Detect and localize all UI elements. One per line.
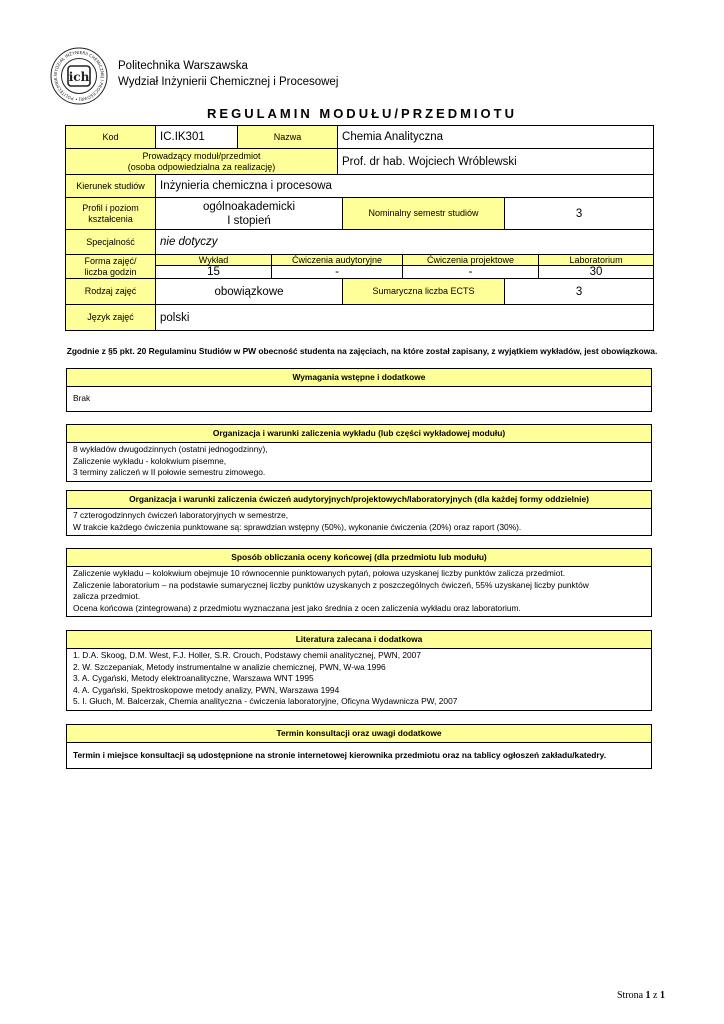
forma-label-line-2: liczba godzin [84,266,137,277]
logo-ring-text: WYDZIAŁ INŻYNIERII CHEMICZNEJ I PROCESOWEJ • POLITECHNIK [52,49,106,103]
page-number [617,990,665,1001]
literature-item: 2. W. Szczepaniak, Metody instrumentalne w analizie chemicznej, PWN, W-wa 1996 [73,661,386,672]
ects-label: Sumaryczna liczba ECTS [343,279,505,305]
profil-label [66,198,156,230]
page-header [50,47,690,107]
section-ocena [66,548,652,617]
profil-value-line-2: I stopień [227,214,271,227]
section-literatura [66,630,652,711]
prowadzacy-label-line-2: (osoba odpowiedzialna za realizację) [127,161,276,172]
profil-label-line-1: Profil i poziom [82,202,139,213]
section-line: Termin i miejsce konsultacji są udostępnione na stronie internetowej kierownika przedmiotu oraz na tablicy ogłoszeń zakładu/katedry. [73,750,607,760]
prowadzacy-label [66,149,338,175]
section-wymagania [66,368,652,412]
section-konsultacje-body [67,743,651,768]
page-separator: z [653,990,658,1001]
ects-value: 3 [505,279,654,305]
literature-item: 1. D.A. Skoog, D.M. West, F.J. Holler, S.R. Crouch, Podstawy chemii analitycznej, PWN, 2007 [73,650,421,660]
jezyk-label: Język zajęć [66,305,156,331]
section-literatura-title: Literatura zalecana i dodatkowa [67,631,651,649]
kod-value: IC.IK301 [156,126,238,149]
specjalnosc-label: Specjalność [66,230,156,255]
kierunek-value: Inżynieria chemiczna i procesowa [156,175,654,198]
page-current: 1 [645,990,651,1001]
forma-laboratorium-hours: 30 [539,266,654,279]
section-cwiczenia [66,490,652,536]
section-line: Ocena końcowa (zintegrowana) z przedmiotu wyznaczana jest jako średnia z ocen zaliczenia wykładu oraz laboratorium. [73,602,521,613]
section-konsultacje-title: Termin konsultacji oraz uwagi dodatkowe [67,725,651,743]
faculty-logo-icon [50,47,108,105]
section-wymagania-title: Wymagania wstępne i dodatkowe [67,369,651,387]
logo-text: ich [68,70,90,84]
profil-value-line-1: ogólnoakademicki [202,200,296,213]
forma-cwiczenia-projektowe-header: Ćwiczenia projektowe [403,255,539,266]
section-line: Brak [73,393,91,403]
section-line: Zaliczenie wykładu – kolokwium obejmuje 10 równocennie punktowanych pytań, połowa uzyskanej liczby punktów zalicza przedmiot. [73,568,566,578]
section-line: Zaliczenie laboratorium – na podstawie sumarycznej liczby punktów uzyskanych z poszczególnych ćwiczeń, 55% uzyskanej liczby punktów [73,579,589,590]
prowadzacy-label-line-1: Prowadzący moduł/przedmiot [142,150,261,161]
page-prefix: Strona [616,990,644,1001]
profil-label-line-2: kształcenia [88,213,133,224]
semestr-value: 3 [505,198,654,230]
kierunek-label: Kierunek studiów [66,175,156,198]
forma-label-line-1: Forma zajęć/ [84,255,137,266]
section-line: Zaliczenie wykładu - kolokwium pisemne, [73,455,227,466]
kod-label: Kod [66,126,156,149]
forma-laboratorium-header: Laboratorium [539,255,654,266]
section-wyklad-body [67,443,651,481]
university-name: Politechnika Warszawska [118,60,248,72]
section-konsultacje [66,724,652,769]
faculty-name: Wydział Inżynierii Chemicznej i Procesowej [118,76,339,88]
forma-cwiczenia-audytoryjne-hours: - [272,266,403,279]
literature-item: 5. I. Głuch, M. Balcerzak, Chemia analityczna - ćwiczenia laboratoryjne, Oficyna Wydawnicza PW, 2007 [73,696,458,706]
forma-wyklad-header: Wykład [156,255,272,266]
section-cwiczenia-body [67,509,651,535]
page-total: 1 [660,990,665,1001]
literature-item: 4. A. Cygański, Spektroskopowe metody analizy, PWN, Warszawa 1994 [73,684,340,695]
section-literatura-body [67,649,651,710]
document-title: REGULAMIN MODUŁU/PRZEDMIOTU [207,106,517,121]
section-line: 7 czterogodzinnych ćwiczeń laboratoryjnych w semestrze, [73,510,289,520]
section-wymagania-body [67,387,651,411]
forma-cwiczenia-projektowe-hours: - [403,266,539,279]
profil-value [156,198,343,230]
nazwa-label: Nazwa [238,126,338,149]
prowadzacy-value: Prof. dr hab. Wojciech Wróblewski [338,149,654,175]
module-info-table [65,125,654,331]
section-line: 8 wykładów dwugodzinnych (ostatni jednogodzinny), [73,444,268,454]
forma-label [66,255,156,279]
jezyk-value: polski [156,305,654,331]
literature-item: 3. A. Cygański, Metody elektroanalityczne, Warszawa WNT 1995 [73,673,314,683]
section-ocena-body [67,567,651,616]
section-cwiczenia-title: Organizacja i warunki zaliczenia ćwiczeń audytoryjnych/projektowych/laboratoryjnych (dla każdej formy oddzielnie) [67,491,651,509]
section-line: zalicza przedmiot. [73,591,141,601]
section-ocena-title: Sposób obliczania oceny końcowej (dla przedmiotu lub modułu) [67,549,651,567]
rodzaj-label: Rodzaj zajęć [66,279,156,305]
section-line: 3 terminy zaliczeń w II połowie semestru zimowego. [73,467,266,477]
section-wyklad-title: Organizacja i warunki zaliczenia wykładu (lub części wykładowej modułu) [67,425,651,443]
semestr-label: Nominalny semestr studiów [343,198,505,230]
forma-cwiczenia-audytoryjne-header: Ćwiczenia audytoryjne [272,255,403,266]
specjalnosc-value: nie dotyczy [156,230,654,255]
nazwa-value: Chemia Analityczna [338,126,654,149]
section-line: W trakcie każdego ćwiczenia punktowane są: sprawdzian wstępny (50%), wykonanie ćwiczenia (20%) oraz raport (30%). [73,521,522,532]
forma-wyklad-hours: 15 [156,266,272,279]
section-wyklad [66,424,652,482]
rodzaj-value: obowiązkowe [156,279,343,305]
attendance-note: Zgodnie z §5 pkt. 20 Regulaminu Studiów w PW obecność studenta na zajęciach, na które został zapisany, z wyjątkiem wykładów, jest obowiązkowa. [66,346,658,356]
